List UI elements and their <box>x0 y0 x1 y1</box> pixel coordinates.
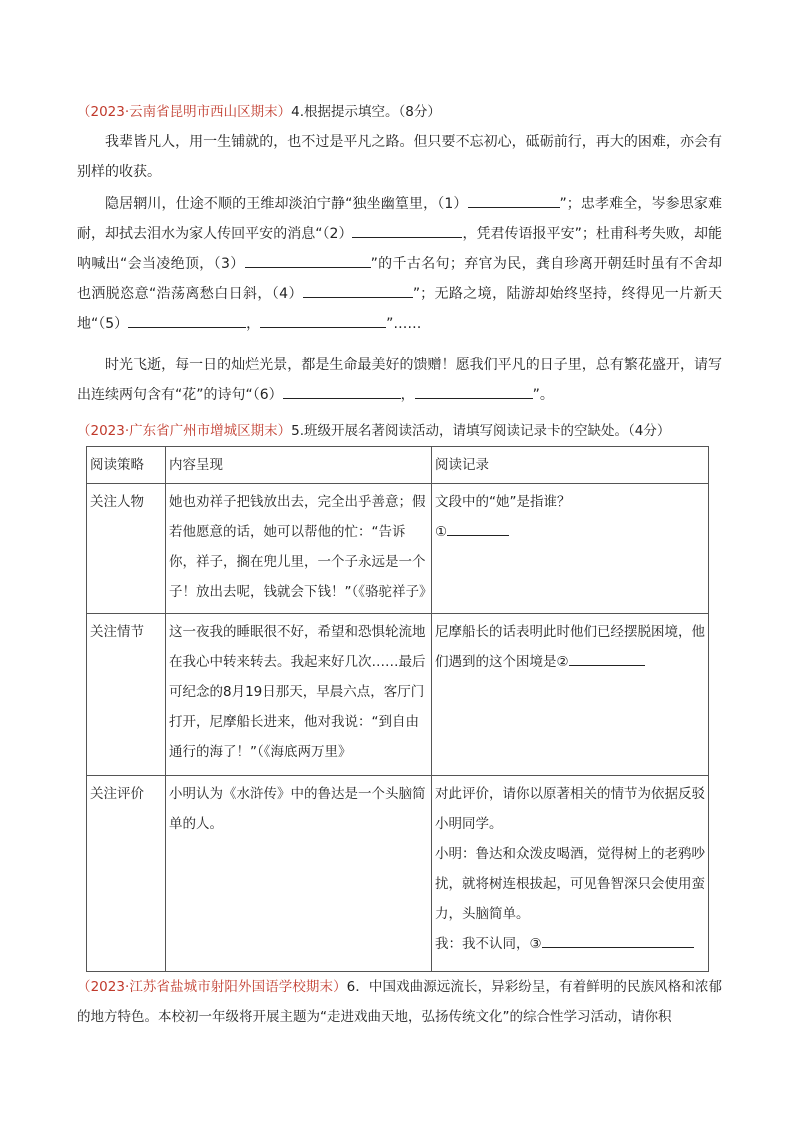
row-2-record <box>432 614 709 776</box>
q6-block <box>77 972 722 1032</box>
q4-prompt: 4.根据提示填空。（8分） <box>291 104 441 120</box>
row-1-content: 她也劝祥子把钱放出去，完全出乎善意；假若他愿意的话，她可以帮他的忙：“告诉你，祥子，搁在兜儿里，一个子永远是一个子！放出去呢，钱就会下钱！”（《骆驼祥子》 <box>166 484 432 614</box>
answer-blank-3[interactable] <box>542 931 694 948</box>
row-1-strategy: 关注人物 <box>87 484 166 614</box>
q4-p3-text-c: ”。 <box>532 387 554 403</box>
q4-p2-text-a: 隐居辋川，仕途不顺的王维却淡泊宁静“独坐幽篁里，（1） <box>105 196 468 212</box>
row-2-content: 这一夜我的睡眠很不好，希望和恐惧轮流地在我心中转来转去。我起来好几次……最后可纪念的8月19日那天，早晨六点，客厅门打开，尼摩船长进来，他对我说：“到自由通行的海了！”（《海底两万里》 <box>166 614 432 776</box>
q4-p2-text-d: ”的千古名句；弃官为民，龚自珍离开朝廷时虽有不舍却也洒脱恣意“浩荡离愁白日斜，（4） <box>77 256 722 302</box>
q4-p3-comma: ， <box>400 387 415 403</box>
answer-label-2: 尼摩船长的话表明此时他们已经摆脱困境，他们遇到的这个困境是② <box>435 624 705 670</box>
blank-6b[interactable] <box>415 382 533 399</box>
answer-label-1: ① <box>435 524 448 540</box>
blank-5a[interactable] <box>128 311 246 328</box>
row-3-record-line-3 <box>435 929 705 959</box>
header-record: 阅读记录 <box>432 447 709 484</box>
row-3-content: 小明认为《水浒传》中的鲁达是一个头脑简单的人。 <box>166 776 432 972</box>
q4-p2-text-e: ”；无路之境，陆游却始终坚持，终得见一片新天地“（5） <box>77 286 722 332</box>
q4-paragraph-3 <box>77 350 722 410</box>
q6-prompt: 6．中国戏曲源远流长，异彩纷呈，有着鲜明的民族风格和浓郁的地方特色。本校初一年级将开展主题为“走进戏曲天地，弘扬传统文化”的综合性学习活动，请你积 <box>77 979 722 1025</box>
answer-blank-1[interactable] <box>447 519 509 536</box>
q4-paragraph-2 <box>77 189 722 339</box>
q4-paragraph-1: 我辈皆凡人，用一生铺就的，也不过是平凡之路。但只要不忘初心，砥砺前行，再大的困难，亦会有别样的收获。 <box>77 134 722 180</box>
reading-record-table <box>86 446 709 972</box>
q5-source: （2023·广东省广州市增城区期末） <box>77 423 292 439</box>
q4-header <box>77 101 441 123</box>
row-1-record <box>432 484 709 614</box>
row-3-strategy: 关注评价 <box>87 776 166 972</box>
q5-header <box>77 420 670 442</box>
blank-3[interactable] <box>245 251 371 268</box>
q4-source: （2023·云南省昆明市西山区期末） <box>77 104 292 120</box>
q4-p3-text-a: 时光飞逝，每一日的灿烂光景，都是生命最美好的馈赠！愿我们平凡的日子里，总有繁花盛开，请写出连续两句含有“花”的诗句“（6） <box>77 357 722 403</box>
q4-p2-text-b: ”；忠孝难全，岑参思家难耐，却拭去泪水为家人传回平安的消息“（2） <box>77 196 722 242</box>
row-1-record-line-1: 文段中的“她”是指谁？ <box>435 494 571 510</box>
table-row <box>87 614 709 776</box>
answer-blank-2[interactable] <box>569 649 645 666</box>
q4-p2-comma: ， <box>246 316 261 332</box>
q5-prompt: 5.班级开展名著阅读活动，请填写阅读记录卡的空缺处。（4分） <box>291 423 671 439</box>
header-strategy: 阅读策略 <box>87 447 166 484</box>
row-2-strategy: 关注情节 <box>87 614 166 776</box>
row-3-record <box>432 776 709 972</box>
blank-5b[interactable] <box>260 311 386 328</box>
blank-1[interactable] <box>468 191 560 208</box>
row-2-record-line-1 <box>435 617 705 677</box>
row-3-record-line-2: 小明：鲁达和众泼皮喝酒，觉得树上的老鸦吵扰，就将树连根拔起，可见鲁智深只会使用蛮力，头脑简单。 <box>435 846 705 922</box>
answer-label-3: 我：我不认同，③ <box>435 936 542 952</box>
table-row <box>87 776 709 972</box>
q4-p2-text-g: ”…… <box>386 316 422 332</box>
blank-2[interactable] <box>352 221 462 238</box>
row-3-record-line-1: 对此评价，请你以原著相关的情节为依据反驳小明同学。 <box>435 786 705 832</box>
blank-4[interactable] <box>303 281 413 298</box>
blank-6a[interactable] <box>283 382 401 399</box>
header-content: 内容呈现 <box>166 447 432 484</box>
table-row <box>87 484 709 614</box>
q6-source: （2023·江苏省盐城市射阳外国语学校期末） <box>77 979 347 995</box>
row-1-record-line-2 <box>435 517 705 547</box>
q4-p2-text-c: ，凭君传语报平安”；杜甫科考失败，却能呐喊出“会当凌绝顶，（3） <box>77 226 722 272</box>
table-header-row <box>87 447 709 484</box>
